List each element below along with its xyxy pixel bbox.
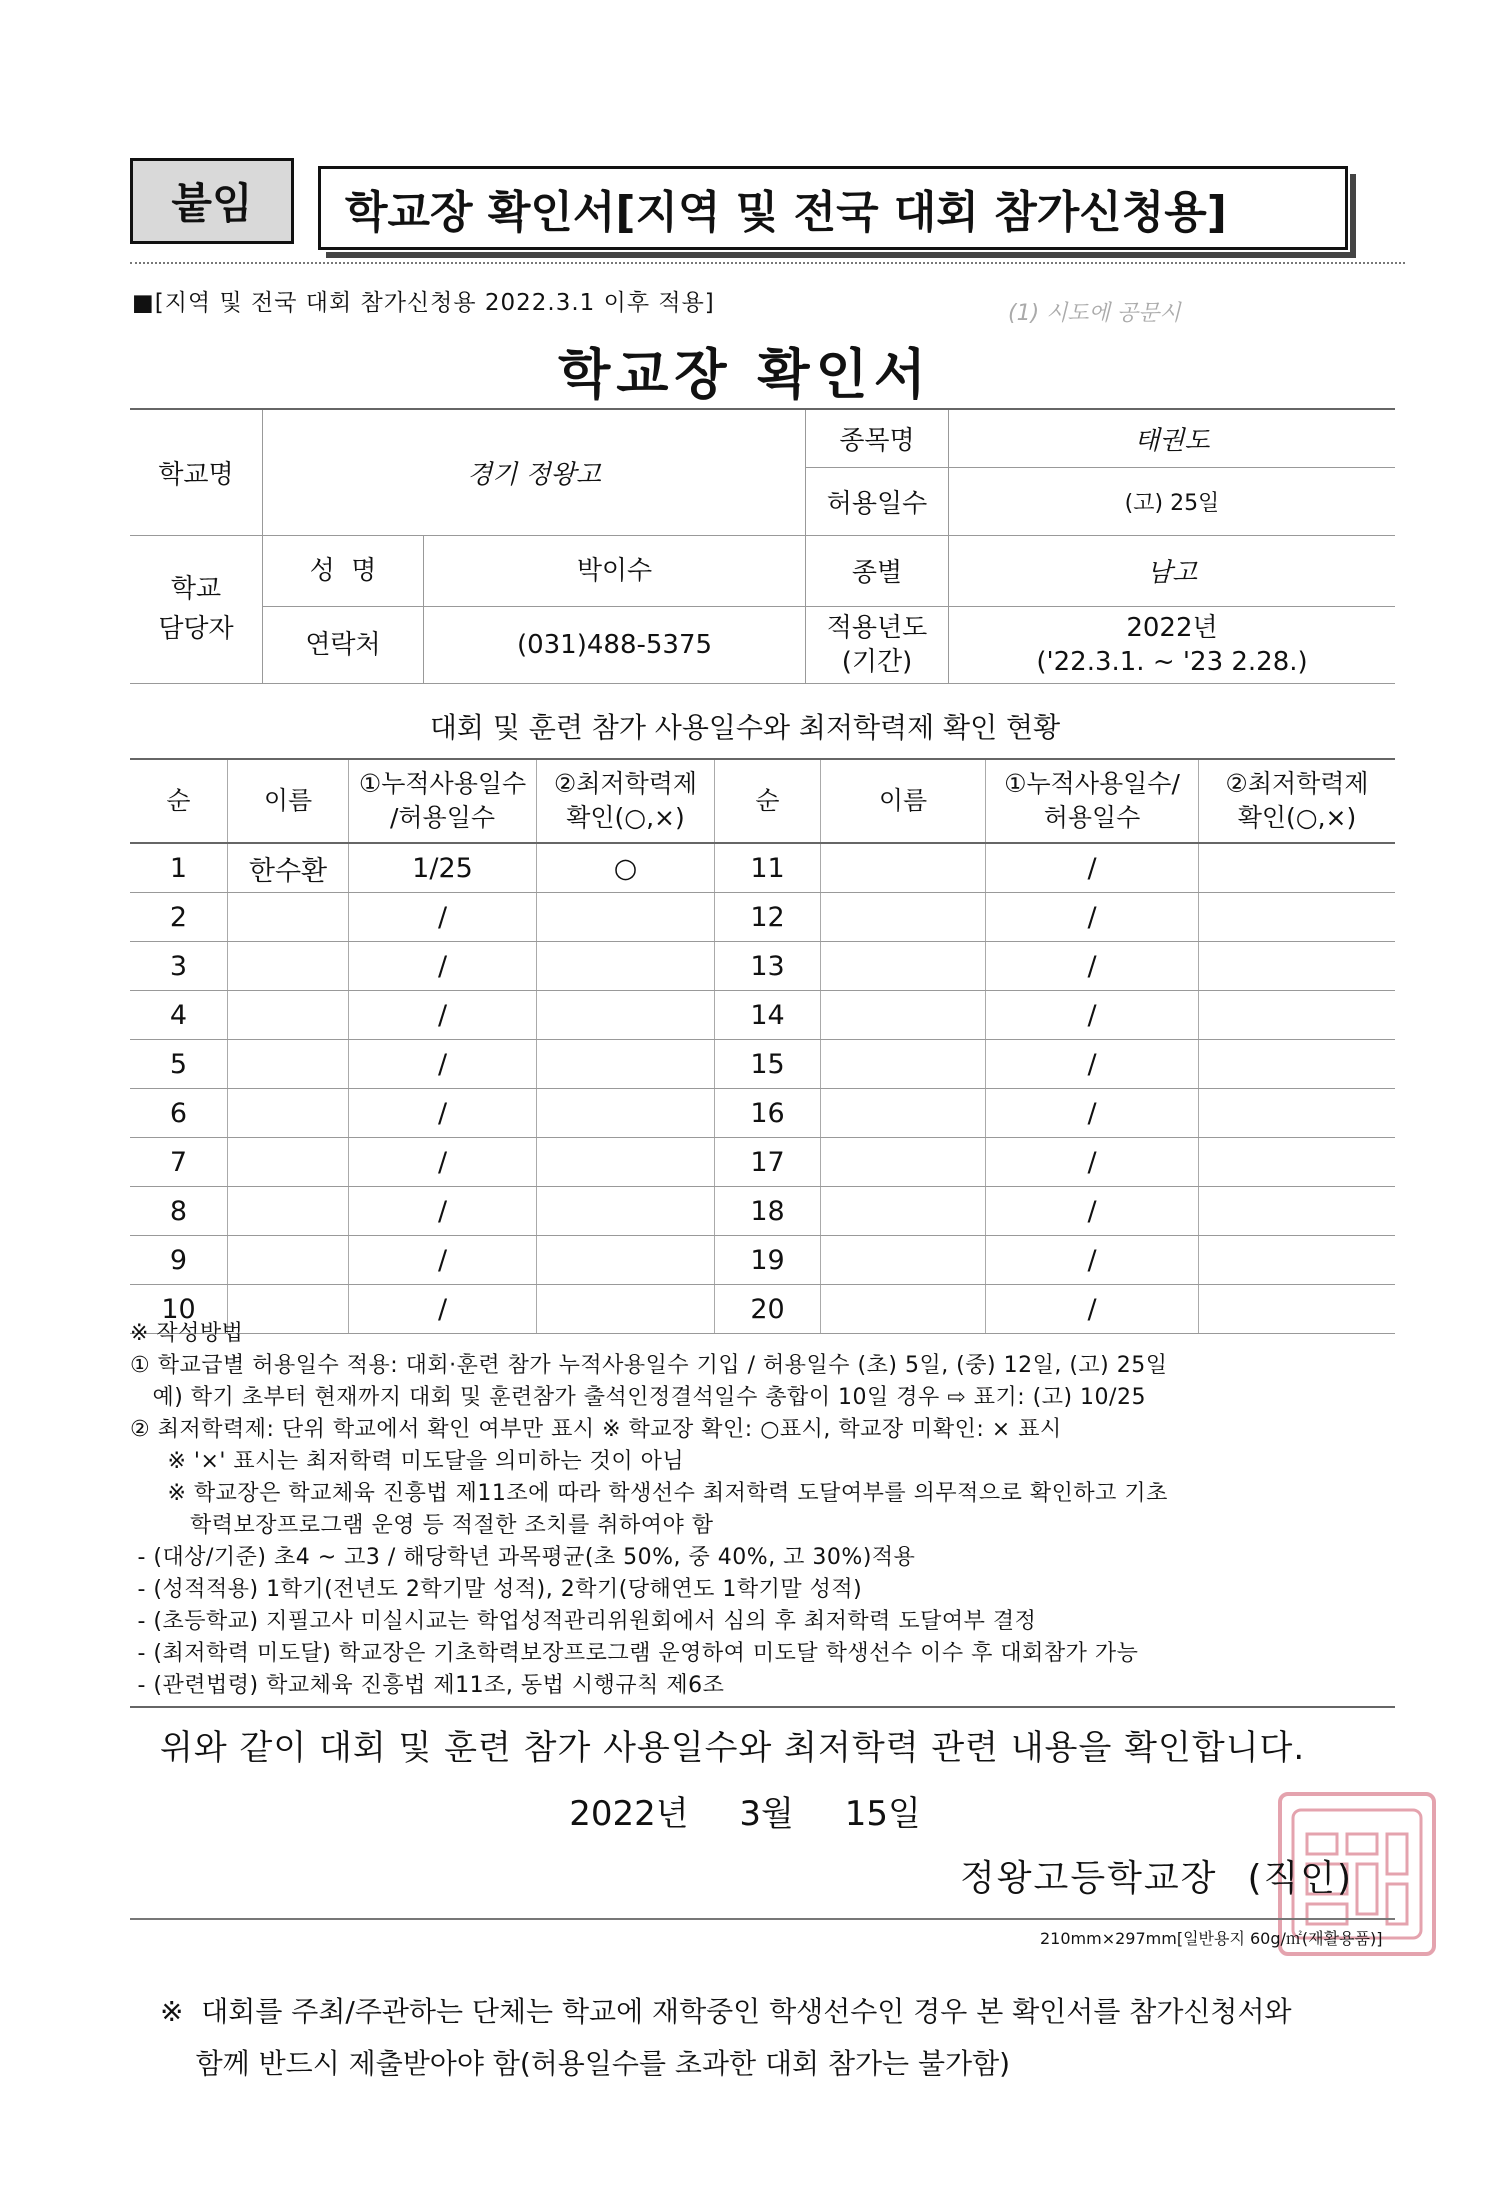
- row-check: [537, 1040, 715, 1089]
- table-row: [130, 893, 1395, 942]
- col-check2-header: ②최저학력제 확인(○,×): [1199, 759, 1396, 843]
- allowed-value: (고) 25일: [949, 467, 1396, 535]
- row-no: 5: [130, 1040, 228, 1089]
- row-check: [537, 1236, 715, 1285]
- row-no2: 19: [715, 1236, 821, 1285]
- row-used2: /: [986, 991, 1199, 1040]
- row-no2: 20: [715, 1285, 821, 1334]
- row-no2: 17: [715, 1138, 821, 1187]
- guide-line: - (최저학력 미도달) 학교장은 기초학력보장프로그램 운영하여 미도달 학생선수 이수 후 대회참가 가능: [130, 1641, 1139, 1666]
- row-name2: [821, 1089, 986, 1138]
- col-no2-header: 순: [715, 759, 821, 843]
- row-used: /: [349, 1040, 537, 1089]
- contact-cell: [263, 606, 806, 683]
- row-check: [537, 1187, 715, 1236]
- row-used: 1/25: [349, 843, 537, 893]
- guide-line: ② 최저학력제: 단위 학교에서 확인 여부만 표시 ※ 학교장 확인: ○표시, 학교장 미확인: × 표시: [130, 1417, 1062, 1442]
- row-check: [537, 991, 715, 1040]
- row-no2: 18: [715, 1187, 821, 1236]
- name-label: 성 명: [263, 536, 424, 606]
- row-used: /: [349, 1285, 537, 1334]
- row-name: [228, 991, 349, 1040]
- row-check2: [1199, 1040, 1396, 1089]
- date-year: 2022년: [569, 1794, 689, 1834]
- table-row: [130, 843, 1395, 893]
- name-cell: [263, 535, 806, 606]
- signer-name: 정왕고등학교장: [960, 1858, 1218, 1899]
- row-no: 8: [130, 1187, 228, 1236]
- row-check: [537, 1089, 715, 1138]
- writing-guide: [130, 1318, 1400, 1702]
- row-check: ○: [537, 843, 715, 893]
- document-title: 학교장 확인서: [558, 343, 932, 406]
- col-name2-header: 이름: [821, 759, 986, 843]
- col-name-header: 이름: [228, 759, 349, 843]
- row-used2: /: [986, 1285, 1199, 1334]
- guide-line: - (초등학교) 지필고사 미실시교는 학업성적관리위원회에서 심의 후 최저학력 도달여부 결정: [130, 1609, 1037, 1634]
- row-used: /: [349, 991, 537, 1040]
- row-used2: /: [986, 1187, 1199, 1236]
- guide-line: ※ 작성방법: [130, 1321, 244, 1346]
- date-day: 15일: [844, 1794, 921, 1834]
- notes-divider: [130, 1706, 1395, 1708]
- row-no2: 12: [715, 893, 821, 942]
- guide-line: 예) 학기 초부터 현재까지 대회 및 훈련참가 출석인정결석일수 총합이 10일 경우 ⇨ 표기: (고) 10/25: [130, 1385, 1146, 1410]
- row-name: [228, 1236, 349, 1285]
- row-check2: [1199, 942, 1396, 991]
- row-no: 3: [130, 942, 228, 991]
- row-name2: [821, 893, 986, 942]
- guide-line: ① 학교급별 허용일수 적용: 대회·훈련 참가 누적사용일수 기입 / 허용일수 (초) 5일, (중) 12일, (고) 25일: [130, 1353, 1168, 1378]
- row-no2: 11: [715, 843, 821, 893]
- row-check: [537, 1138, 715, 1187]
- row-name2: [821, 1040, 986, 1089]
- year-value: 2022년: [1126, 612, 1218, 643]
- row-used: /: [349, 1138, 537, 1187]
- row-used2: /: [986, 893, 1199, 942]
- table-row: [130, 1236, 1395, 1285]
- row-check2: [1199, 1138, 1396, 1187]
- row-check2: [1199, 991, 1396, 1040]
- footer-note: [160, 1986, 1292, 2090]
- row-name: [228, 1089, 349, 1138]
- manager-label: 학교 담당자: [130, 535, 263, 683]
- row-check2: [1199, 893, 1396, 942]
- row-no: 2: [130, 893, 228, 942]
- row-check: [537, 942, 715, 991]
- event-value: 태권도: [949, 409, 1396, 467]
- contact-value: (031)488-5375: [516, 629, 713, 660]
- date-month: 3월: [739, 1794, 794, 1834]
- issue-date: [0, 1786, 1490, 1835]
- year-cell: [949, 606, 1396, 683]
- row-name2: [821, 843, 986, 893]
- year-label: 적용년도 (기간): [806, 606, 949, 683]
- footer-line: 함께 반드시 제출받아야 함(허용일수를 초과한 대회 참가는 불가함): [160, 2047, 1011, 2080]
- row-used2: /: [986, 843, 1199, 893]
- bottom-divider: [130, 1918, 1395, 1920]
- applies-note: ■[지역 및 전국 대회 참가신청용 2022.3.1 이후 적용]: [132, 290, 715, 316]
- row-used2: /: [986, 1236, 1199, 1285]
- row-name: [228, 942, 349, 991]
- guide-line: - (대상/기준) 초4 ~ 고3 / 해당학년 과목평균(초 50%, 중 40%, 고 30%)적용: [130, 1545, 916, 1570]
- name-value: 박이수: [576, 555, 653, 586]
- signature-line: [960, 1850, 1353, 1901]
- top-divider: [130, 262, 1405, 264]
- row-used: /: [349, 1187, 537, 1236]
- guide-line: - (성적적용) 1학기(전년도 2학기말 성적), 2학기(당해연도 1학기말 성적): [130, 1577, 863, 1602]
- row-used: /: [349, 1089, 537, 1138]
- school-label: 학교명: [130, 409, 263, 535]
- table-header-row: [130, 759, 1395, 843]
- table-row: [130, 1089, 1395, 1138]
- table-row: [130, 942, 1395, 991]
- info-table: [130, 408, 1395, 684]
- row-check2: [1199, 1187, 1396, 1236]
- guide-line: 학력보장프로그램 운영 등 적절한 조치를 취하여야 함: [130, 1513, 714, 1538]
- table-row: [130, 1040, 1395, 1089]
- row-check2: [1199, 843, 1396, 893]
- row-used2: /: [986, 942, 1199, 991]
- category-label: 종별: [806, 535, 949, 606]
- section-title: 대회 및 훈련 참가 사용일수와 최저학력제 확인 현황: [429, 711, 1061, 744]
- row-used2: /: [986, 1138, 1199, 1187]
- col-no-header: 순: [130, 759, 228, 843]
- table-row: [130, 1187, 1395, 1236]
- allowed-label: 허용일수: [806, 467, 949, 535]
- guide-line: - (관련법령) 학교체육 진흥법 제11조, 동법 시행규칙 제6조: [130, 1673, 725, 1698]
- row-no2: 14: [715, 991, 821, 1040]
- row-name2: [821, 942, 986, 991]
- handwritten-note: (1) 시도에 공문시: [1008, 301, 1181, 326]
- row-check2: [1199, 1089, 1396, 1138]
- row-name2: [821, 991, 986, 1040]
- school-value: 경기 정왕고: [263, 409, 806, 535]
- col-used-header: ①누적사용일수 /허용일수: [349, 759, 537, 843]
- col-used2-header: ①누적사용일수/ 허용일수: [986, 759, 1199, 843]
- col-check-header: ②최저학력제 확인(○,×): [537, 759, 715, 843]
- row-used2: /: [986, 1040, 1199, 1089]
- row-name2: [821, 1138, 986, 1187]
- guide-line: ※ 학교장은 학교체육 진흥법 제11조에 따라 학생선수 최저학력 도달여부를 의무적으로 확인하고 기초: [130, 1481, 1168, 1506]
- row-no2: 15: [715, 1040, 821, 1089]
- row-no: 4: [130, 991, 228, 1040]
- seal-label: (직인): [1247, 1858, 1354, 1899]
- row-no: 7: [130, 1138, 228, 1187]
- row-name: 한수환: [228, 843, 349, 893]
- table-body: [130, 843, 1395, 1334]
- row-name: [228, 1187, 349, 1236]
- period-value: ('22.3.1. ~ '23 2.28.): [1036, 646, 1308, 677]
- row-name: [228, 1138, 349, 1187]
- header-title: 학교장 확인서[지역 및 전국 대회 참가신청용]: [318, 166, 1348, 250]
- table-row: [130, 991, 1395, 1040]
- category-value: 남고: [949, 535, 1396, 606]
- row-name: [228, 893, 349, 942]
- row-name: [228, 1040, 349, 1089]
- row-no2: 13: [715, 942, 821, 991]
- confirm-statement: 위와 같이 대회 및 훈련 참가 사용일수와 최저학력 관련 내용을 확인합니다.: [160, 1728, 1306, 1768]
- attachment-tag: 붙임: [130, 158, 294, 244]
- row-no2: 16: [715, 1089, 821, 1138]
- table-row: [130, 1138, 1395, 1187]
- row-name2: [821, 1236, 986, 1285]
- row-no: 10: [130, 1285, 228, 1334]
- row-no: 1: [130, 843, 228, 893]
- row-check: [537, 893, 715, 942]
- row-no: 6: [130, 1089, 228, 1138]
- event-label: 종목명: [806, 409, 949, 467]
- paper-spec: 210mm×297mm[일반용지 60g/㎡(재활용품)]: [1040, 1929, 1383, 1948]
- row-used2: /: [986, 1089, 1199, 1138]
- row-used: /: [349, 1236, 537, 1285]
- row-check2: [1199, 1236, 1396, 1285]
- footer-line: ※ 대회를 주최/주관하는 단체는 학교에 재학중인 학생선수인 경우 본 확인서를 참가신청서와: [160, 1995, 1292, 2028]
- contact-label: 연락처: [263, 607, 424, 683]
- row-no: 9: [130, 1236, 228, 1285]
- row-used: /: [349, 942, 537, 991]
- row-used: /: [349, 893, 537, 942]
- usage-table: [130, 758, 1395, 1334]
- guide-line: ※ '×' 표시는 최저학력 미도달을 의미하는 것이 아님: [130, 1449, 685, 1474]
- row-name2: [821, 1187, 986, 1236]
